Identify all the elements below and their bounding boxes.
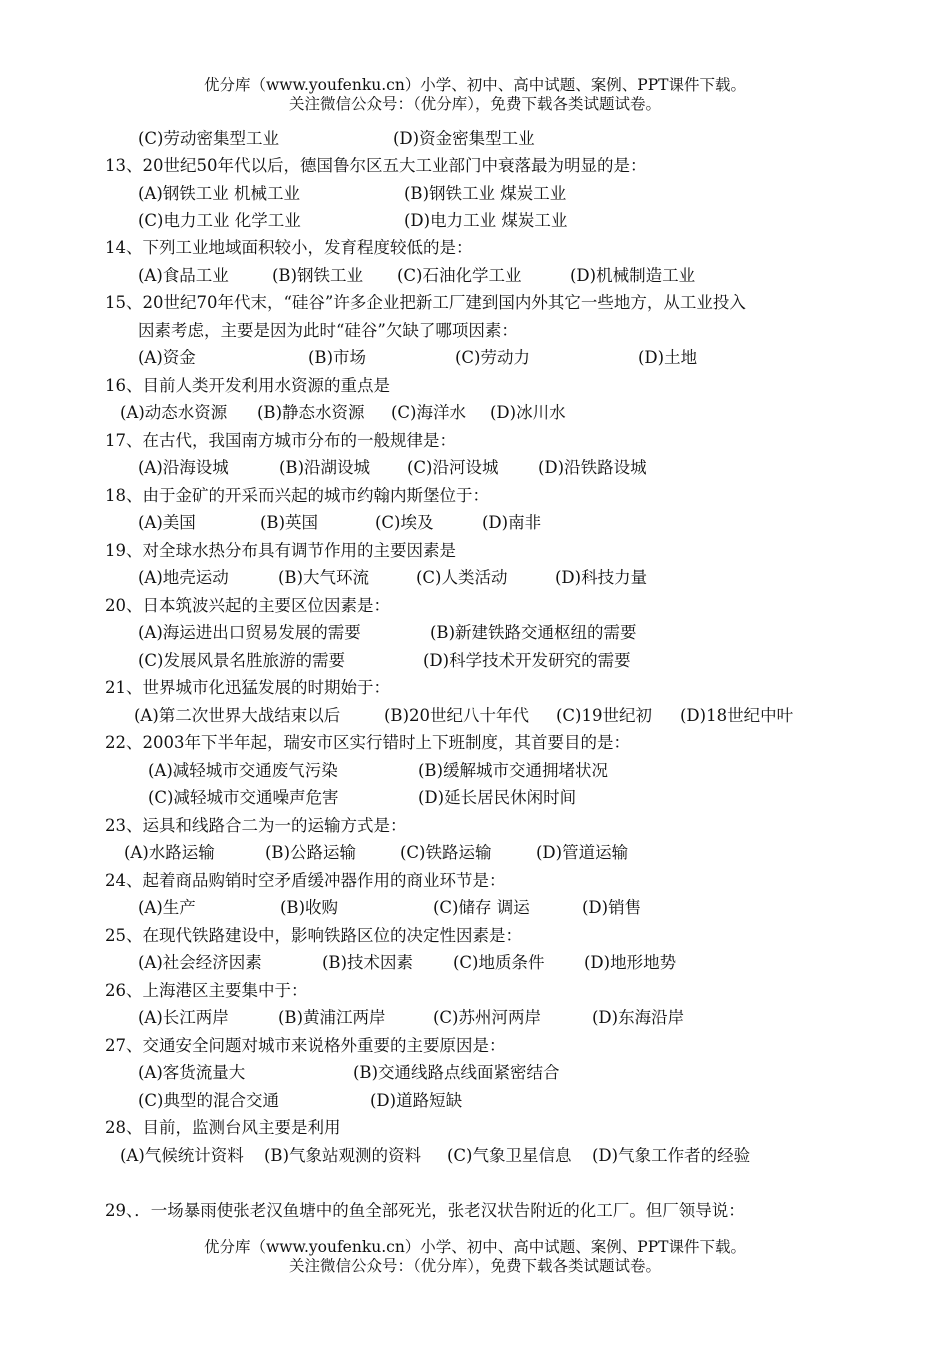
q25-option-c: (C)地质条件 — [453, 953, 545, 972]
q13-option-c: (C)电力工业 化学工业 — [138, 211, 301, 230]
header-line-2: 关注微信公众号：（优分库），免费下载各类试题试卷。 — [288, 95, 661, 113]
q12-option-d: (D)资金密集型工业 — [393, 129, 535, 148]
q23-stem: 23、运具和线路合二为一的运输方式是： — [105, 816, 407, 835]
q15-option-c: (C)劳动力 — [455, 348, 530, 367]
q14-option-b: (B)钢铁工业 — [272, 266, 363, 285]
q22-option-c: (C)减轻城市交通噪声危害 — [148, 788, 339, 807]
q18-option-d: (D)南非 — [482, 513, 542, 532]
q19-option-d: (D)科技力量 — [555, 568, 648, 587]
q24-option-c: (C)储存 调运 — [433, 898, 530, 917]
q28-option-d: (D)气象工作者的经验 — [592, 1146, 751, 1165]
q27-option-c: (C)典型的混合交通 — [138, 1091, 279, 1110]
q13-option-d: (D)电力工业 煤炭工业 — [404, 211, 568, 230]
q25-option-a: (A)社会经济因素 — [138, 953, 262, 972]
q25-option-b: (B)技术因素 — [322, 953, 413, 972]
q14-option-a: (A)食品工业 — [138, 266, 229, 285]
header-line-1: 优分库（www.youfenku.cn）小学、初中、高中试题、案例、PPT课件下载。 — [203, 76, 747, 94]
q26-option-c: (C)苏州河两岸 — [433, 1008, 541, 1027]
footer-line-1: 优分库（www.youfenku.cn）小学、初中、高中试题、案例、PPT课件下载。 — [203, 1238, 747, 1256]
q25-stem: 25、在现代铁路建设中，影响铁路区位的决定性因素是： — [105, 926, 522, 945]
q15-option-b: (B)市场 — [308, 348, 366, 367]
q18-option-b: (B)英国 — [260, 513, 318, 532]
q14-option-c: (C)石油化学工业 — [397, 266, 522, 285]
q20-option-c: (C)发展风景名胜旅游的需要 — [138, 651, 345, 670]
q14-option-d: (D)机械制造工业 — [570, 266, 696, 285]
q16-option-c: (C)海洋水 — [391, 403, 466, 422]
q28-option-c: (C)气象卫星信息 — [447, 1146, 572, 1165]
q26-option-a: (A)长江两岸 — [138, 1008, 229, 1027]
q19-stem: 19、对全球水热分布具有调节作用的主要因素是 — [105, 541, 456, 560]
page-footer — [0, 1238, 950, 1276]
q22-stem: 22、2003年下半年起，瑞安市区实行错时上下班制度，其首要目的是： — [105, 733, 630, 752]
q22-option-a: (A)减轻城市交通废气污染 — [148, 761, 338, 780]
q20-option-a: (A)海运进出口贸易发展的需要 — [138, 623, 361, 642]
q21-option-a: (A)第二次世界大战结束以后 — [134, 706, 341, 725]
q24-stem: 24、起着商品购销时空矛盾缓冲器作用的商业环节是： — [105, 871, 506, 890]
q22-option-b: (B)缓解城市交通拥堵状况 — [418, 761, 608, 780]
q16-option-b: (B)静态水资源 — [257, 403, 365, 422]
q17-option-a: (A)沿海设城 — [138, 458, 229, 477]
q15-stem: 15、20世纪70年代末，“硅谷”许多企业把新工厂建到国内外其它一些地方，从工业投入 — [105, 293, 746, 312]
q21-option-c: (C)19世纪初 — [556, 706, 652, 725]
page-header — [0, 76, 950, 114]
q27-option-d: (D)道路短缺 — [370, 1091, 463, 1110]
q24-option-d: (D)销售 — [582, 898, 642, 917]
q18-option-a: (A)美国 — [138, 513, 196, 532]
q21-option-d: (D)18世纪中叶 — [680, 706, 794, 725]
q28-stem: 28、目前，监测台风主要是利用 — [105, 1118, 341, 1137]
q23-option-d: (D)管道运输 — [536, 843, 629, 862]
q23-option-a: (A)水路运输 — [124, 843, 215, 862]
q15-option-a: (A)资金 — [138, 348, 196, 367]
q21-option-b: (B)20世纪八十年代 — [384, 706, 529, 725]
q28-option-b: (B)气象站观测的资料 — [264, 1146, 421, 1165]
q18-stem: 18、由于金矿的开采而兴起的城市约翰内斯堡位于： — [105, 486, 489, 505]
q25-option-d: (D)地形地势 — [584, 953, 677, 972]
q29-stem: 29、．一场暴雨使张老汉鱼塘中的鱼全部死光，张老汉状告附近的化工厂。但厂领导说： — [105, 1201, 745, 1220]
q17-option-b: (B)沿湖设城 — [279, 458, 370, 477]
q26-option-d: (D)东海沿岸 — [592, 1008, 685, 1027]
q24-option-a: (A)生产 — [138, 898, 196, 917]
q19-option-b: (B)大气环流 — [278, 568, 369, 587]
q13-option-a: (A)钢铁工业 机械工业 — [138, 184, 301, 203]
q16-option-a: (A)动态水资源 — [120, 403, 228, 422]
q26-option-b: (B)黄浦江两岸 — [278, 1008, 386, 1027]
q19-option-c: (C)人类活动 — [416, 568, 508, 587]
q16-option-d: (D)冰川水 — [490, 403, 566, 422]
q16-stem: 16、目前人类开发利用水资源的重点是 — [105, 376, 390, 395]
q13-stem: 13、20世纪50年代以后，德国鲁尔区五大工业部门中衰落最为明显的是： — [105, 156, 647, 175]
q17-option-d: (D)沿铁路设城 — [538, 458, 647, 477]
q21-stem: 21、世界城市化迅猛发展的时期始于： — [105, 678, 390, 697]
q13-option-b: (B)钢铁工业 煤炭工业 — [404, 184, 567, 203]
q17-option-c: (C)沿河设城 — [407, 458, 499, 477]
q18-option-c: (C)埃及 — [375, 513, 434, 532]
q20-option-d: (D)科学技术开发研究的需要 — [423, 651, 631, 670]
q23-option-b: (B)公路运输 — [265, 843, 356, 862]
q12-option-c: (C)劳动密集型工业 — [138, 129, 279, 148]
q27-stem: 27、交通安全问题对城市来说格外重要的主要原因是： — [105, 1036, 506, 1055]
q27-option-b: (B)交通线路点线面紧密结合 — [353, 1063, 560, 1082]
q27-option-a: (A)客货流量大 — [138, 1063, 246, 1082]
q20-stem: 20、日本筑波兴起的主要区位因素是： — [105, 596, 390, 615]
footer-line-2: 关注微信公众号：（优分库），免费下载各类试题试卷。 — [288, 1257, 661, 1275]
q17-stem: 17、在古代，我国南方城市分布的一般规律是： — [105, 431, 456, 450]
q23-option-c: (C)铁路运输 — [400, 843, 492, 862]
q15-stem-continued: 因素考虑，主要是因为此时“硅谷”欠缺了哪项因素： — [138, 321, 518, 340]
q22-option-d: (D)延长居民休闲时间 — [418, 788, 577, 807]
q19-option-a: (A)地壳运动 — [138, 568, 229, 587]
q20-option-b: (B)新建铁路交通枢纽的需要 — [430, 623, 637, 642]
q14-stem: 14、下列工业地域面积较小，发育程度较低的是： — [105, 238, 473, 257]
q15-option-d: (D)土地 — [638, 348, 698, 367]
q28-option-a: (A)气候统计资料 — [120, 1146, 244, 1165]
q24-option-b: (B)收购 — [280, 898, 338, 917]
q26-stem: 26、上海港区主要集中于： — [105, 981, 308, 1000]
